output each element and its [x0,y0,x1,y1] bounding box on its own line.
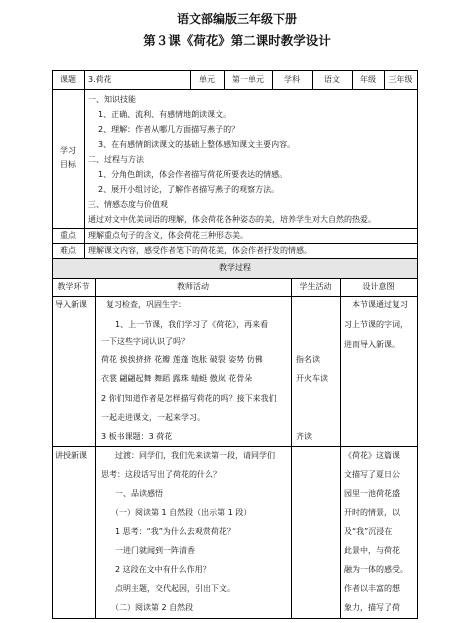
goal-line: 二、过程与方法 [88,155,144,164]
teacher-line: 2 这段在文中有什么作用？ [115,565,211,574]
document-subtitle: 第３课《荷花》第二课时教学设计 [143,33,331,48]
grade-value: 三年级 [388,75,413,84]
teacher-line: 一、品读感悟 [115,489,163,498]
row-line [52,258,418,259]
subject-label: 学科 [284,75,300,84]
unit-value: 第一单元 [232,75,264,84]
teacher-line: 2 你们知道作者是怎样描写荷花的吗？接下来我们 [101,394,277,403]
table-border-right [417,70,418,618]
student-line: 开火车读 [296,374,328,383]
col-stage-header: 教学环节 [57,282,90,291]
teacher-line: 荷花 挨挨挤挤 花瓣 莲蓬 饱胀 破裂 姿势 仿佛 [101,355,263,364]
difficulty-label: 难点 [60,246,76,255]
col-line [84,70,85,258]
intent-line: 开时的情景，以 [344,508,400,517]
difficulty-text: 理解课文内容，感受作者笔下的荷花美，体会作者抒发的情感。 [88,246,312,255]
col-intent-header: 设计意图 [362,282,395,291]
section-stage: 讲授新课 [55,451,87,460]
topic-value: 3.荷花 [88,75,112,84]
unit-label: 单元 [199,75,215,84]
teacher-line: 点明主题，交代起因，引出下文。 [115,584,235,593]
goal-line: 1、正确、流利、有感情地朗读课文。 [98,110,232,119]
intent-line: 进而导入新课。 [344,340,400,349]
teacher-line: 1 思考：“我”为什么去观赏荷花？ [115,527,235,536]
col-line [340,278,341,618]
row-line [52,446,418,447]
table-border-top [52,70,418,71]
goal-line: 2、展开小组讨论，了解作者描写燕子的观察方法。 [98,185,280,194]
teacher-line: 3 板书课题：3 荷花 [101,432,173,441]
teacher-line: 衣裳 翩翩起舞 舞蹈 露珠 蜻蜓 傲岚 花骨朵 [101,374,253,383]
teacher-line: 复习检查，巩固生字： [106,300,186,309]
topic-label: 课题 [60,75,76,84]
intent-line: 园里一池荷花盛 [344,489,400,498]
goal-line: 2、理解：作者从哪几方面描写燕子的？ [98,125,240,134]
teacher-line: 一进门就闻到一阵清香 [115,546,195,555]
intent-line: 本节课通过复习 [352,300,408,309]
row-line [52,243,418,244]
row-line [52,278,418,279]
intent-line: 融为一体的感受。 [344,565,408,574]
goal-line: 一、知识技能 [88,95,136,104]
goal-line: 三、情感态度与价值观 [88,200,168,209]
grade-label: 年级 [360,75,376,84]
teacher-line: 思考：这段话写出了荷花的什么？ [101,470,221,479]
intent-line: 及“我”沉浸在 [344,527,393,536]
teacher-line: 1、上一节课，我们学习了《荷花》，再来看 [115,320,269,329]
intent-line: 文描写了夏日公 [344,470,400,479]
process-band-label: 教学过程 [219,263,251,272]
section-stage: 导入新课 [55,300,87,309]
teacher-line: 一起走进课文，一起来学习。 [101,413,205,422]
student-line: 指名读 [296,355,320,364]
student-line: 齐读 [296,432,312,441]
teacher-line: （一）阅读第 1 自然段（出示第 1 段） [111,508,252,517]
goal-line: 通过对文中优美词语的理解，体会荷花各种姿态的美，培养学生对大自然的热爱。 [88,215,376,224]
key-text: 理解重点句子的含义，体会荷花三种形态美。 [88,231,248,240]
intent-line: 《荷花》这篇课 [344,451,400,460]
subject-value: 语文 [324,75,340,84]
document-title: 语文部编版三年级下册 [176,12,297,26]
goals-label: 学习 [60,146,76,155]
teacher-line: 一下这些字词认识了吗？ [101,337,189,346]
goal-line: 1、分角色朗读，体会作者描写荷花所要表达的情感。 [98,170,288,179]
teacher-line: （二）阅读第 2 自然段 [111,603,194,612]
intent-line: 此景中，与荷花 [344,546,400,555]
table-border-bottom [52,618,418,619]
intent-line: 作者以丰富的想 [344,584,400,593]
key-label: 重点 [60,231,76,240]
col-line [95,278,96,618]
goals-label: 目标 [60,160,76,169]
col-student-header: 学生活动 [299,282,332,291]
col-teacher-header: 教师活动 [177,282,209,291]
row-line [52,296,418,297]
goal-line: 3、在有感情朗读课文的基础上整体感知课文主要内容。 [98,140,296,149]
intent-line: 习上节课的字词， [344,320,408,329]
row-line [52,89,418,90]
col-line [291,278,292,618]
row-line [52,228,418,229]
teacher-line: 过渡：同学们，我们先来读第一段，请同学们 [115,451,275,460]
intent-line: 象力，描写了荷 [344,603,400,612]
